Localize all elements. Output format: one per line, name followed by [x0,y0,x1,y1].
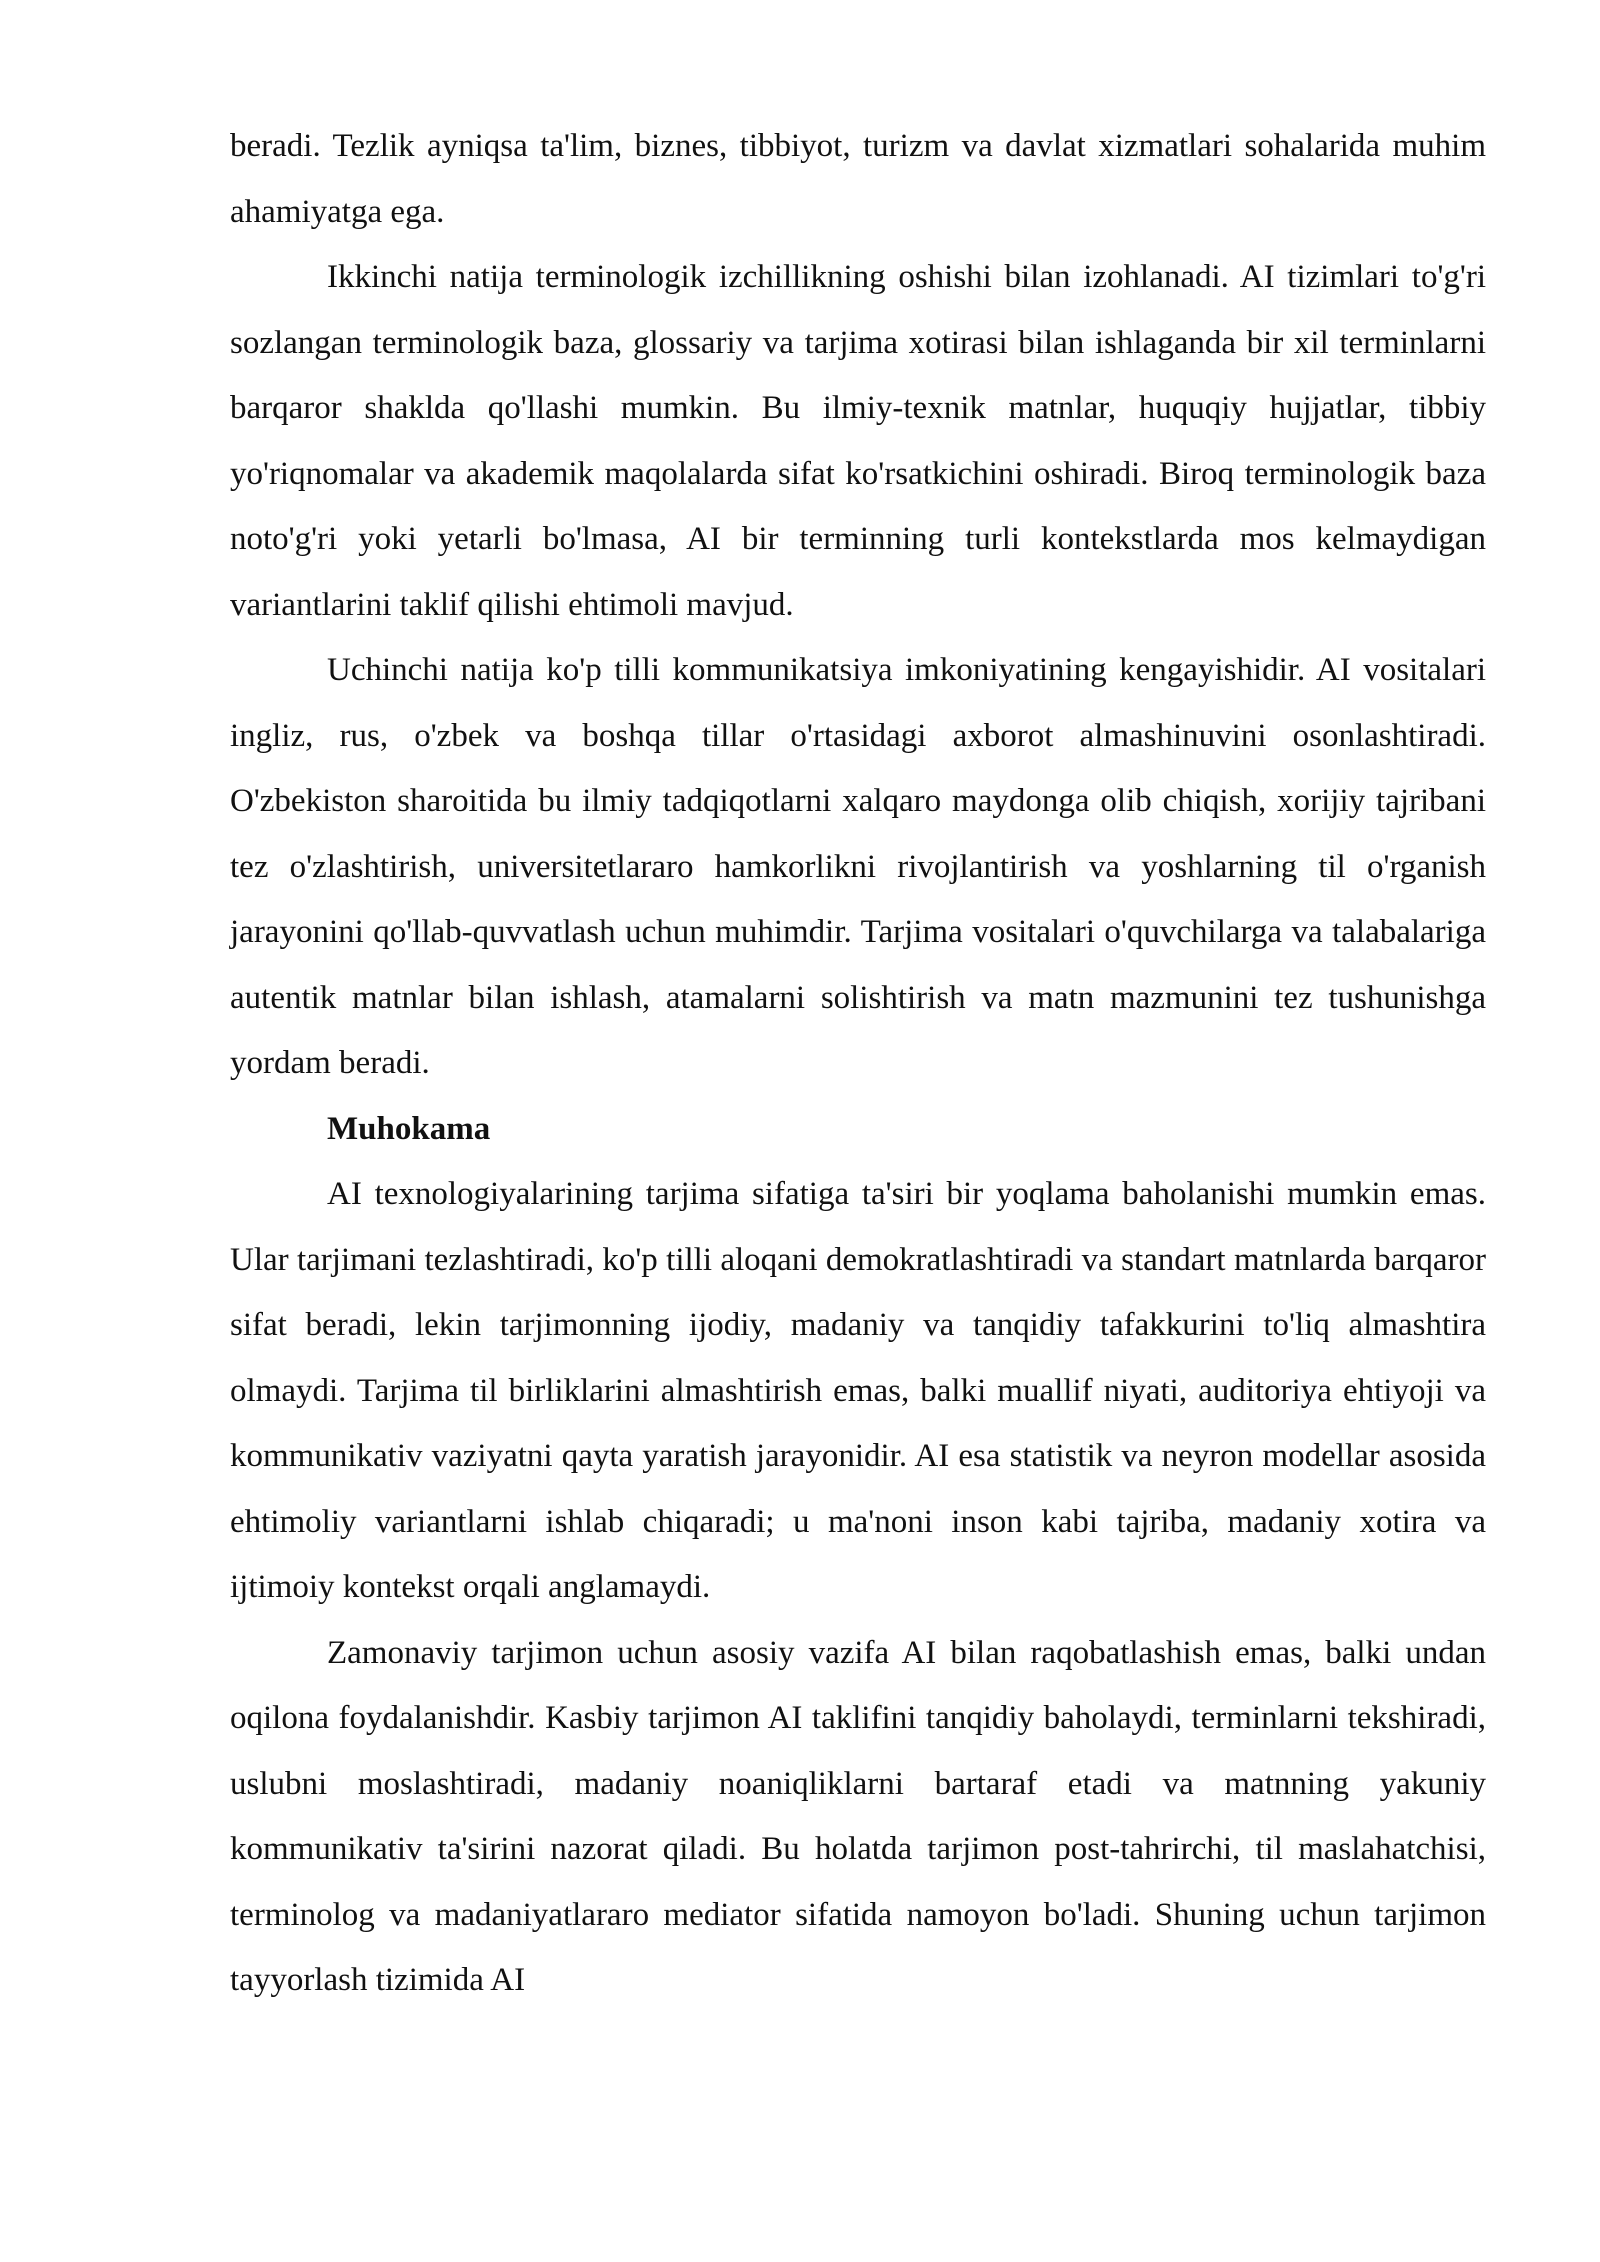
paragraph-second-result: Ikkinchi natija terminologik izchillikning oshishi bilan izohlanadi. AI tizimlari to'g'ri sozlangan terminologik baza, glossariy va tarjima xotirasi bilan ishlaganda bir xil terminlarni barqaror shaklda qo'llashi mumkin. Bu ilmiy-texnik matnlar, huquqiy hujjatlar, tibbiy yo'riqnomalar va akademik maqolalarda sifat ko'rsatkichini oshiradi. Biroq terminologik baza noto'g'ri yoki yetarli bo'lmasa, AI bir terminning turli kontekstlarda mos kelmaydigan variantlarini taklif qilishi ehtimoli mavjud. [230,259,1486,623]
paragraph-discussion-2: Zamonaviy tarjimon uchun asosiy vazifa AI bilan raqobatlashish emas, balki undan oqilona foydalanishdir. Kasbiy tarjimon AI taklifini tanqidiy baholaydi, terminlarni tekshiradi, uslubni moslashtiradi, madaniy noaniqliklarni bartaraf etadi va matnning yakuniy kommunikativ ta'sirini nazorat qiladi. Bu holatda tarjimon post-tahrirchi, til maslahatchisi, terminolog va madaniyatlararo mediator sifatida namoyon bo'ladi. Shuning uchun tarjimon tayyorlash tizimida AI [230,1634,1486,1998]
paragraph-discussion-1: AI texnologiyalarining tarjima sifatiga ta'siri bir yoqlama baholanishi mumkin emas. Ular tarjimani tezlashtiradi, ko'p tilli aloqani demokratlashtiradi va standart matnlarda barqaror sifat beradi, lekin tarjimonning ijodiy, madaniy va tanqidiy tafakkurini to'liq almashtira olmaydi. Tarjima til birliklarini almashtirish emas, balki muallif niyati, auditoriya ehtiyoji va kommunikativ vaziyatni qayta yaratish jarayonidir. AI esa statistik va neyron modellar asosida ehtimoliy variantlarni ishlab chiqaradi; u ma'noni inson kabi tajriba, madaniy xotira va ijtimoiy kontekst orqali anglamaydi. [230,1176,1486,1605]
section-heading: Muhokama [327,1110,491,1147]
document-page [230,114,1486,2014]
paragraph-continued: beradi. Tezlik ayniqsa ta'lim, biznes, tibbiyot, turizm va davlat xizmatlari sohalarida muhim ahamiyatga ega. [230,128,1486,230]
paragraph-third-result: Uchinchi natija ko'p tilli kommunikatsiya imkoniyatining kengayishidir. AI vositalari ingliz, rus, o'zbek va boshqa tillar o'rtasidagi axborot almashinuvini osonlashtiradi. O'zbekiston sharoitida bu ilmiy tadqiqotlarni xalqaro maydonga olib chiqish, xorijiy tajribani tez o'zlashtirish, universitetlararo hamkorlikni rivojlantirish va yoshlarning til o'rganish jarayonini qo'llab-quvvatlash uchun muhimdir. Tarjima vositalari o'quvchilarga va talabalariga autentik matnlar bilan ishlash, atamalarni solishtirish va matn mazmunini tez tushunishga yordam beradi. [230,652,1486,1081]
